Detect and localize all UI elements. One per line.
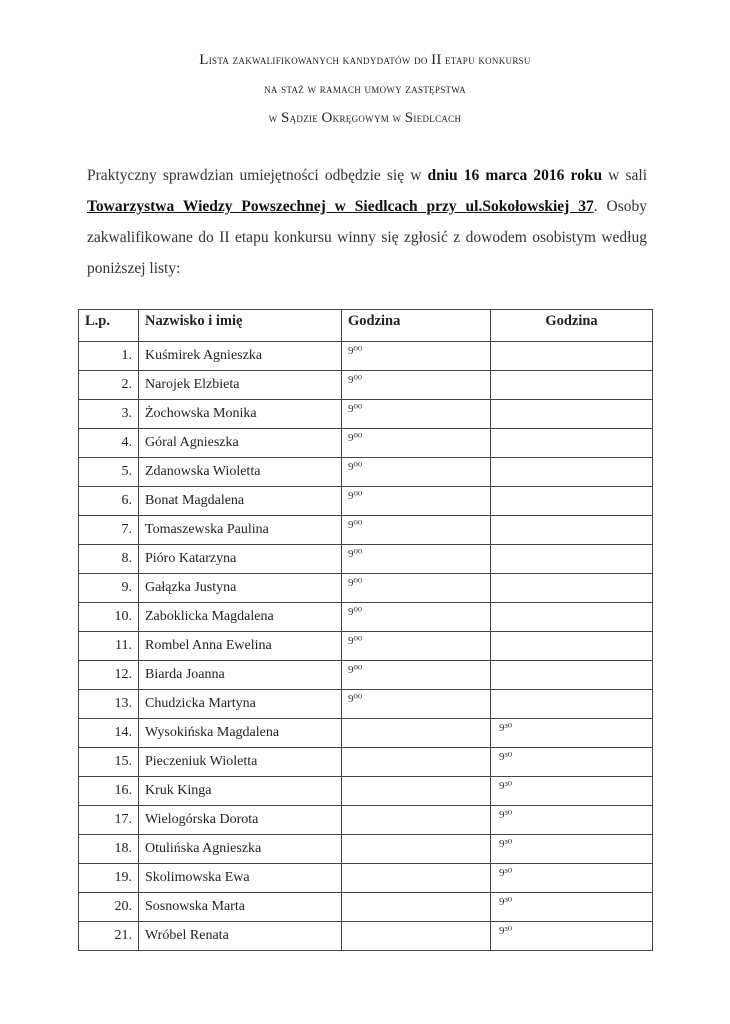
header-hour-1: Godzina bbox=[342, 310, 491, 342]
candidate-name: Skolimowska Ewa bbox=[139, 864, 342, 893]
hour-2 bbox=[491, 458, 653, 487]
hour-2: 9³⁰ bbox=[491, 922, 653, 951]
row-number: 6. bbox=[79, 487, 139, 516]
row-number: 13. bbox=[79, 690, 139, 719]
candidate-name: Żochowska Monika bbox=[139, 400, 342, 429]
hour-2: 9³⁰ bbox=[491, 806, 653, 835]
hour-2: 9³⁰ bbox=[491, 748, 653, 777]
intro-text: w sali bbox=[602, 167, 648, 184]
hour-1: 9⁰⁰ bbox=[342, 574, 491, 603]
hour-1: 9⁰⁰ bbox=[342, 545, 491, 574]
hour-1 bbox=[342, 893, 491, 922]
hour-1: 9⁰⁰ bbox=[342, 458, 491, 487]
table-row bbox=[79, 429, 653, 458]
title-initial: S bbox=[404, 110, 414, 126]
candidate-name: Narojek Elzbieta bbox=[139, 371, 342, 400]
table-row bbox=[79, 661, 653, 690]
title-initial: S bbox=[280, 110, 290, 126]
candidate-name: Zdanowska Wioletta bbox=[139, 458, 342, 487]
row-number: 1. bbox=[79, 342, 139, 371]
hour-2 bbox=[491, 400, 653, 429]
header-hour-2: Godzina bbox=[491, 310, 653, 342]
row-number: 12. bbox=[79, 661, 139, 690]
row-number: 7. bbox=[79, 516, 139, 545]
candidate-name: Tomaszewska Paulina bbox=[139, 516, 342, 545]
row-number: 9. bbox=[79, 574, 139, 603]
candidate-name: Kruk Kinga bbox=[139, 777, 342, 806]
hour-2 bbox=[491, 342, 653, 371]
row-number: 8. bbox=[79, 545, 139, 574]
row-number: 11. bbox=[79, 632, 139, 661]
candidate-name: Bonat Magdalena bbox=[139, 487, 342, 516]
candidate-name: Gałązka Justyna bbox=[139, 574, 342, 603]
hour-1: 9⁰⁰ bbox=[342, 342, 491, 371]
candidate-name: Góral Agnieszka bbox=[139, 429, 342, 458]
table-row bbox=[79, 719, 653, 748]
table-row bbox=[79, 458, 653, 487]
title-text: ądzie bbox=[289, 111, 322, 125]
candidate-name: Wielogórska Dorota bbox=[139, 806, 342, 835]
candidate-name: Kuśmirek Agnieszka bbox=[139, 342, 342, 371]
hour-1: 9⁰⁰ bbox=[342, 400, 491, 429]
hour-1 bbox=[342, 835, 491, 864]
title-text: w bbox=[268, 111, 281, 125]
row-number: 17. bbox=[79, 806, 139, 835]
hour-1 bbox=[342, 777, 491, 806]
candidate-name: Pieczeniuk Wioletta bbox=[139, 748, 342, 777]
hour-2: 9³⁰ bbox=[491, 893, 653, 922]
title-text: etapu konkursu bbox=[441, 53, 531, 67]
hour-2: 9³⁰ bbox=[491, 864, 653, 893]
hour-1: 9⁰⁰ bbox=[342, 661, 491, 690]
candidate-name: Biarda Joanna bbox=[139, 661, 342, 690]
intro-text: Praktyczny sprawdzian umiejętności odbędzie się w bbox=[87, 167, 428, 184]
title-initial: O bbox=[321, 110, 333, 126]
hour-2 bbox=[491, 632, 653, 661]
table-row bbox=[79, 632, 653, 661]
hour-2 bbox=[491, 487, 653, 516]
row-number: 14. bbox=[79, 719, 139, 748]
hour-2 bbox=[491, 429, 653, 458]
row-number: 15. bbox=[79, 748, 139, 777]
hour-2 bbox=[491, 661, 653, 690]
hour-2 bbox=[491, 603, 653, 632]
hour-1: 9⁰⁰ bbox=[342, 690, 491, 719]
row-number: 5. bbox=[79, 458, 139, 487]
table-row bbox=[79, 603, 653, 632]
candidate-name: Sosnowska Marta bbox=[139, 893, 342, 922]
hour-2 bbox=[491, 371, 653, 400]
title-line-2: na staż w ramach umowy zastępstwa bbox=[264, 82, 466, 96]
table-row bbox=[79, 690, 653, 719]
exam-date: dniu 16 marca 2016 roku bbox=[427, 167, 603, 184]
row-number: 2. bbox=[79, 371, 139, 400]
title-text: iedlcach bbox=[413, 111, 462, 125]
candidate-name: Wróbel Renata bbox=[139, 922, 342, 951]
table-row bbox=[79, 864, 653, 893]
table-row bbox=[79, 777, 653, 806]
table-row bbox=[79, 400, 653, 429]
hour-2 bbox=[491, 574, 653, 603]
hour-1 bbox=[342, 748, 491, 777]
table-row bbox=[79, 574, 653, 603]
hour-1 bbox=[342, 806, 491, 835]
table-header-row bbox=[79, 310, 653, 342]
hour-1 bbox=[342, 719, 491, 748]
title-initial: L bbox=[199, 52, 209, 68]
table-row bbox=[79, 893, 653, 922]
row-number: 19. bbox=[79, 864, 139, 893]
row-number: 10. bbox=[79, 603, 139, 632]
candidate-name: Wysokińska Magdalena bbox=[139, 719, 342, 748]
hour-1: 9⁰⁰ bbox=[342, 516, 491, 545]
candidate-name: Zaboklicka Magdalena bbox=[139, 603, 342, 632]
table-row bbox=[79, 835, 653, 864]
title-line-3 bbox=[0, 104, 730, 133]
hour-2 bbox=[491, 545, 653, 574]
header-lp: L.p. bbox=[79, 310, 139, 342]
row-number: 18. bbox=[79, 835, 139, 864]
hour-1 bbox=[342, 864, 491, 893]
row-number: 16. bbox=[79, 777, 139, 806]
table-row bbox=[79, 545, 653, 574]
title-text: kręgowym w bbox=[332, 111, 405, 125]
hour-2 bbox=[491, 516, 653, 545]
table-row bbox=[79, 806, 653, 835]
row-number: 21. bbox=[79, 922, 139, 951]
table-row bbox=[79, 516, 653, 545]
hour-2: 9³⁰ bbox=[491, 719, 653, 748]
intro-text: Osoby zakwalifikowane do II etapu konkursu winny się zgłosić z dowodem osobistym według poniższej listy: bbox=[87, 198, 647, 277]
hour-1: 9⁰⁰ bbox=[342, 603, 491, 632]
table-body bbox=[79, 342, 653, 951]
table-row bbox=[79, 487, 653, 516]
title-roman: II bbox=[431, 52, 442, 68]
hour-1: 9⁰⁰ bbox=[342, 487, 491, 516]
intro-text: . bbox=[593, 198, 598, 215]
intro-paragraph bbox=[87, 160, 647, 284]
hour-1: 9⁰⁰ bbox=[342, 371, 491, 400]
candidates-table bbox=[78, 309, 653, 951]
candidate-name: Chudzicka Martyna bbox=[139, 690, 342, 719]
exam-location: Towarzystwa Wiedzy Powszechnej w Siedlcach przy ul.Sokołowskiej 37 bbox=[87, 198, 594, 215]
hour-2: 9³⁰ bbox=[491, 835, 653, 864]
hour-1 bbox=[342, 922, 491, 951]
row-number: 3. bbox=[79, 400, 139, 429]
title-line-1 bbox=[0, 46, 730, 75]
row-number: 20. bbox=[79, 893, 139, 922]
row-number: 4. bbox=[79, 429, 139, 458]
table-row bbox=[79, 748, 653, 777]
hour-2: 9³⁰ bbox=[491, 777, 653, 806]
candidate-name: Otulińska Agnieszka bbox=[139, 835, 342, 864]
title-text: ista zakwalifikowanych kandydatów do bbox=[208, 53, 432, 67]
candidate-name: Rombel Anna Ewelina bbox=[139, 632, 342, 661]
hour-2 bbox=[491, 690, 653, 719]
hour-1: 9⁰⁰ bbox=[342, 429, 491, 458]
header-name: Nazwisko i imię bbox=[139, 310, 342, 342]
document-title bbox=[0, 46, 730, 133]
table-row bbox=[79, 922, 653, 951]
table-row bbox=[79, 371, 653, 400]
hour-1: 9⁰⁰ bbox=[342, 632, 491, 661]
table-row bbox=[79, 342, 653, 371]
candidate-name: Pióro Katarzyna bbox=[139, 545, 342, 574]
